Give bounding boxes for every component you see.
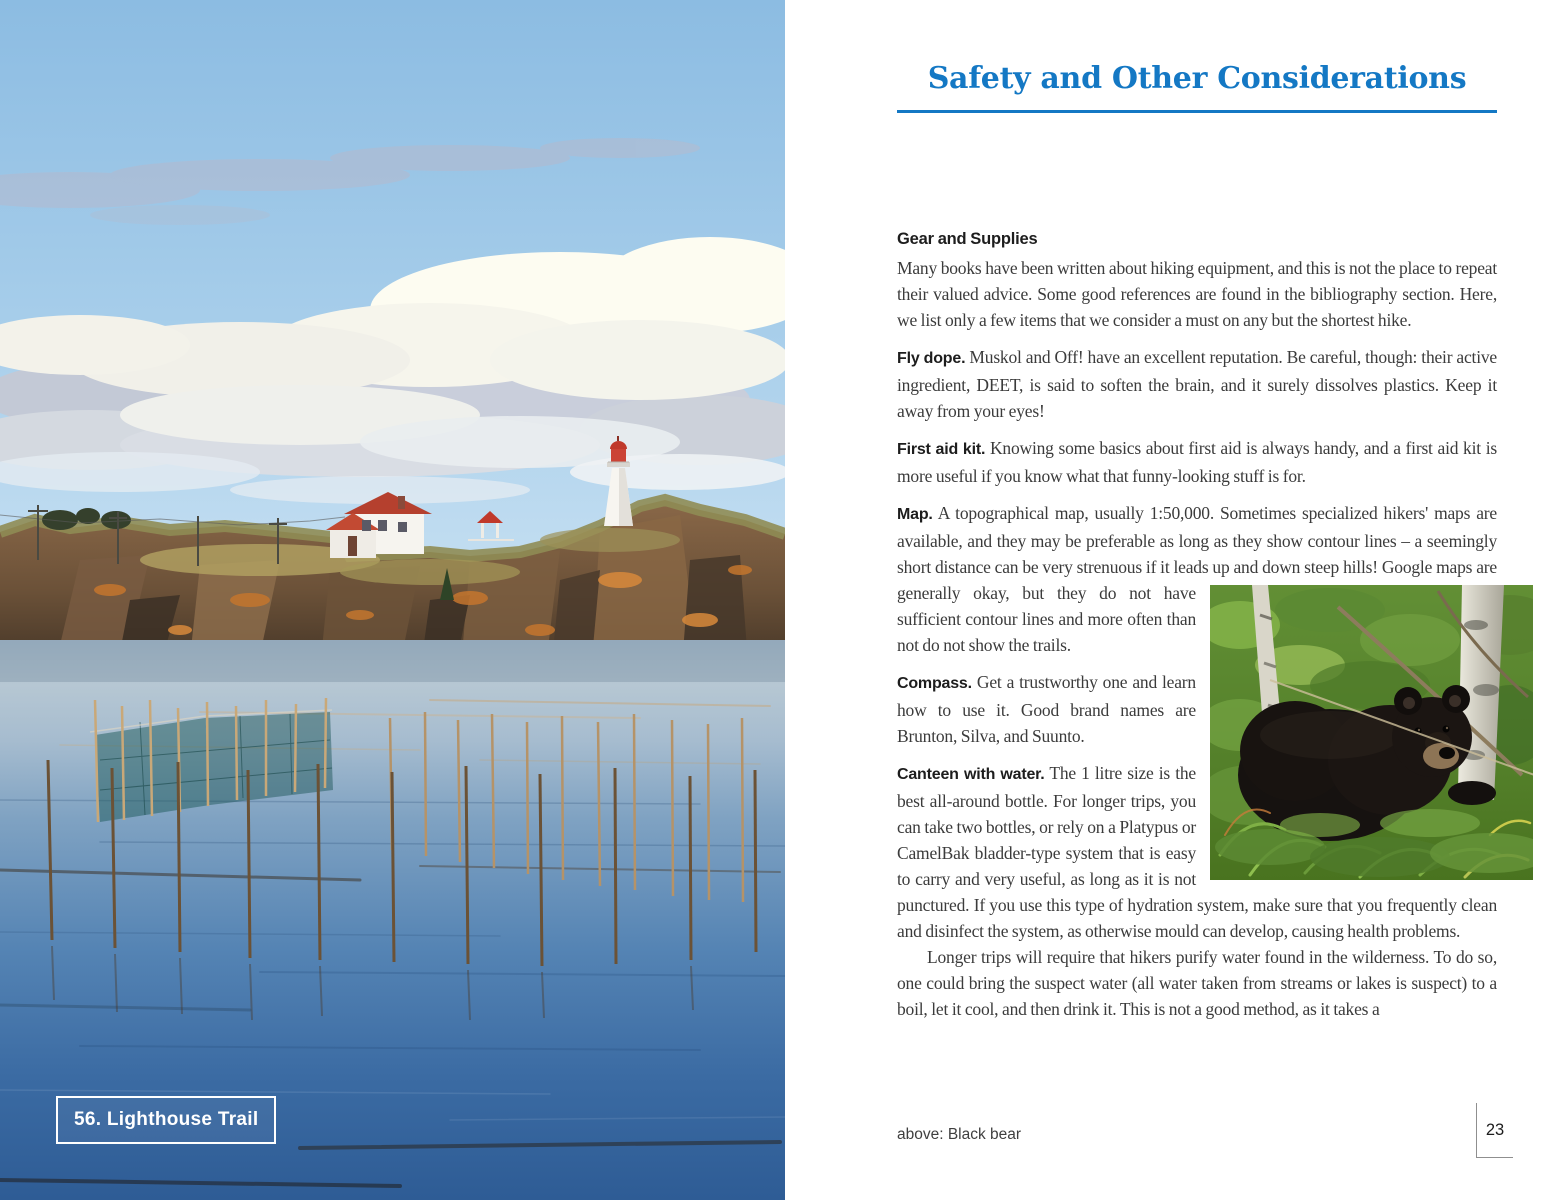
section-heading-gear-and-supplies: Gear and Supplies	[897, 230, 1038, 248]
paragraph-lead: Canteen with water.	[897, 766, 1045, 783]
paragraph-lead: First aid kit.	[897, 441, 986, 458]
page-title: Safety and Other Considerations	[897, 62, 1497, 113]
black-bear-photo	[1210, 585, 1533, 880]
paragraph-lead: Fly dope.	[897, 350, 966, 367]
paragraph-text: The 1 litre size is the best all-around bottle. For longer trips, you can take two bottles, or rely on a Platypus or CamelBak bladder-type system that is easy to carry and very useful, as long as it is not punctured. If you use this type of hydration system, make sure that you frequently clean and disinfect the system, as otherwise mould can develop, causing health problems.	[897, 763, 1497, 941]
paragraph-text: Longer trips will require that hikers purify water found in the wilderness. To do so, one could bring the suspect water (all water taken from streams or lakes is suspect) to a boil, let it cool, and then drink it. This is not a good method, as it takes a	[897, 947, 1497, 1019]
photo-caption-box	[56, 1096, 276, 1144]
paragraph-text: Knowing some basics about first aid is always handy, and a first aid kit is more useful if you know what that funny-looking stuff is for.	[897, 438, 1497, 486]
paragraph-water-purification	[897, 944, 1497, 1022]
body-text-column	[897, 226, 1497, 1033]
paragraph-gear-and-supplies	[897, 255, 1497, 333]
page-number: 23	[1485, 1120, 1505, 1139]
paragraph-text: Google maps are generally okay, but they do not have sufficient contour lines and more often than not do not show the trails.	[897, 557, 1497, 655]
paragraph-map	[897, 500, 1497, 658]
paragraph-lead: Compass.	[897, 675, 972, 692]
footer-caption: above: Black bear	[897, 1126, 1022, 1143]
paragraph-text: Get a trustworthy one and learn how to use it. Good brand names are Brunton, Silva, and Suunto.	[897, 672, 1196, 746]
paragraph-lead: Map.	[897, 506, 933, 523]
black-bear-photo-art	[1210, 585, 1533, 880]
paragraph-fly-dope	[897, 344, 1497, 424]
paragraph-first-aid-kit	[897, 435, 1497, 489]
paragraph-text: Many books have been written about hiking equipment, and this is not the place to repeat their valued advice. Some good references are found in the bibliography section. Here, we list only a few items that we consider a must on any but the shortest hike.	[897, 258, 1497, 330]
page-number-box	[1476, 1103, 1513, 1158]
paragraph-text: Muskol and Off! have an excellent reputation. Be careful, though: their active ingredient, DEET, is said to soften the brain, and it surely dissolves plastics. Keep it away from your eyes!	[897, 347, 1497, 421]
photo-caption-label: 56. Lighthouse Trail	[74, 1109, 259, 1130]
right-page	[785, 0, 1553, 1200]
paragraph-text: A topographical map, usually 1:50,000. Sometimes specialized hikers' maps are available, and they may be preferable as long as they show contour lines – a seemingly short distance can be very strenuous if it leads up and down steep hills!	[897, 503, 1497, 577]
